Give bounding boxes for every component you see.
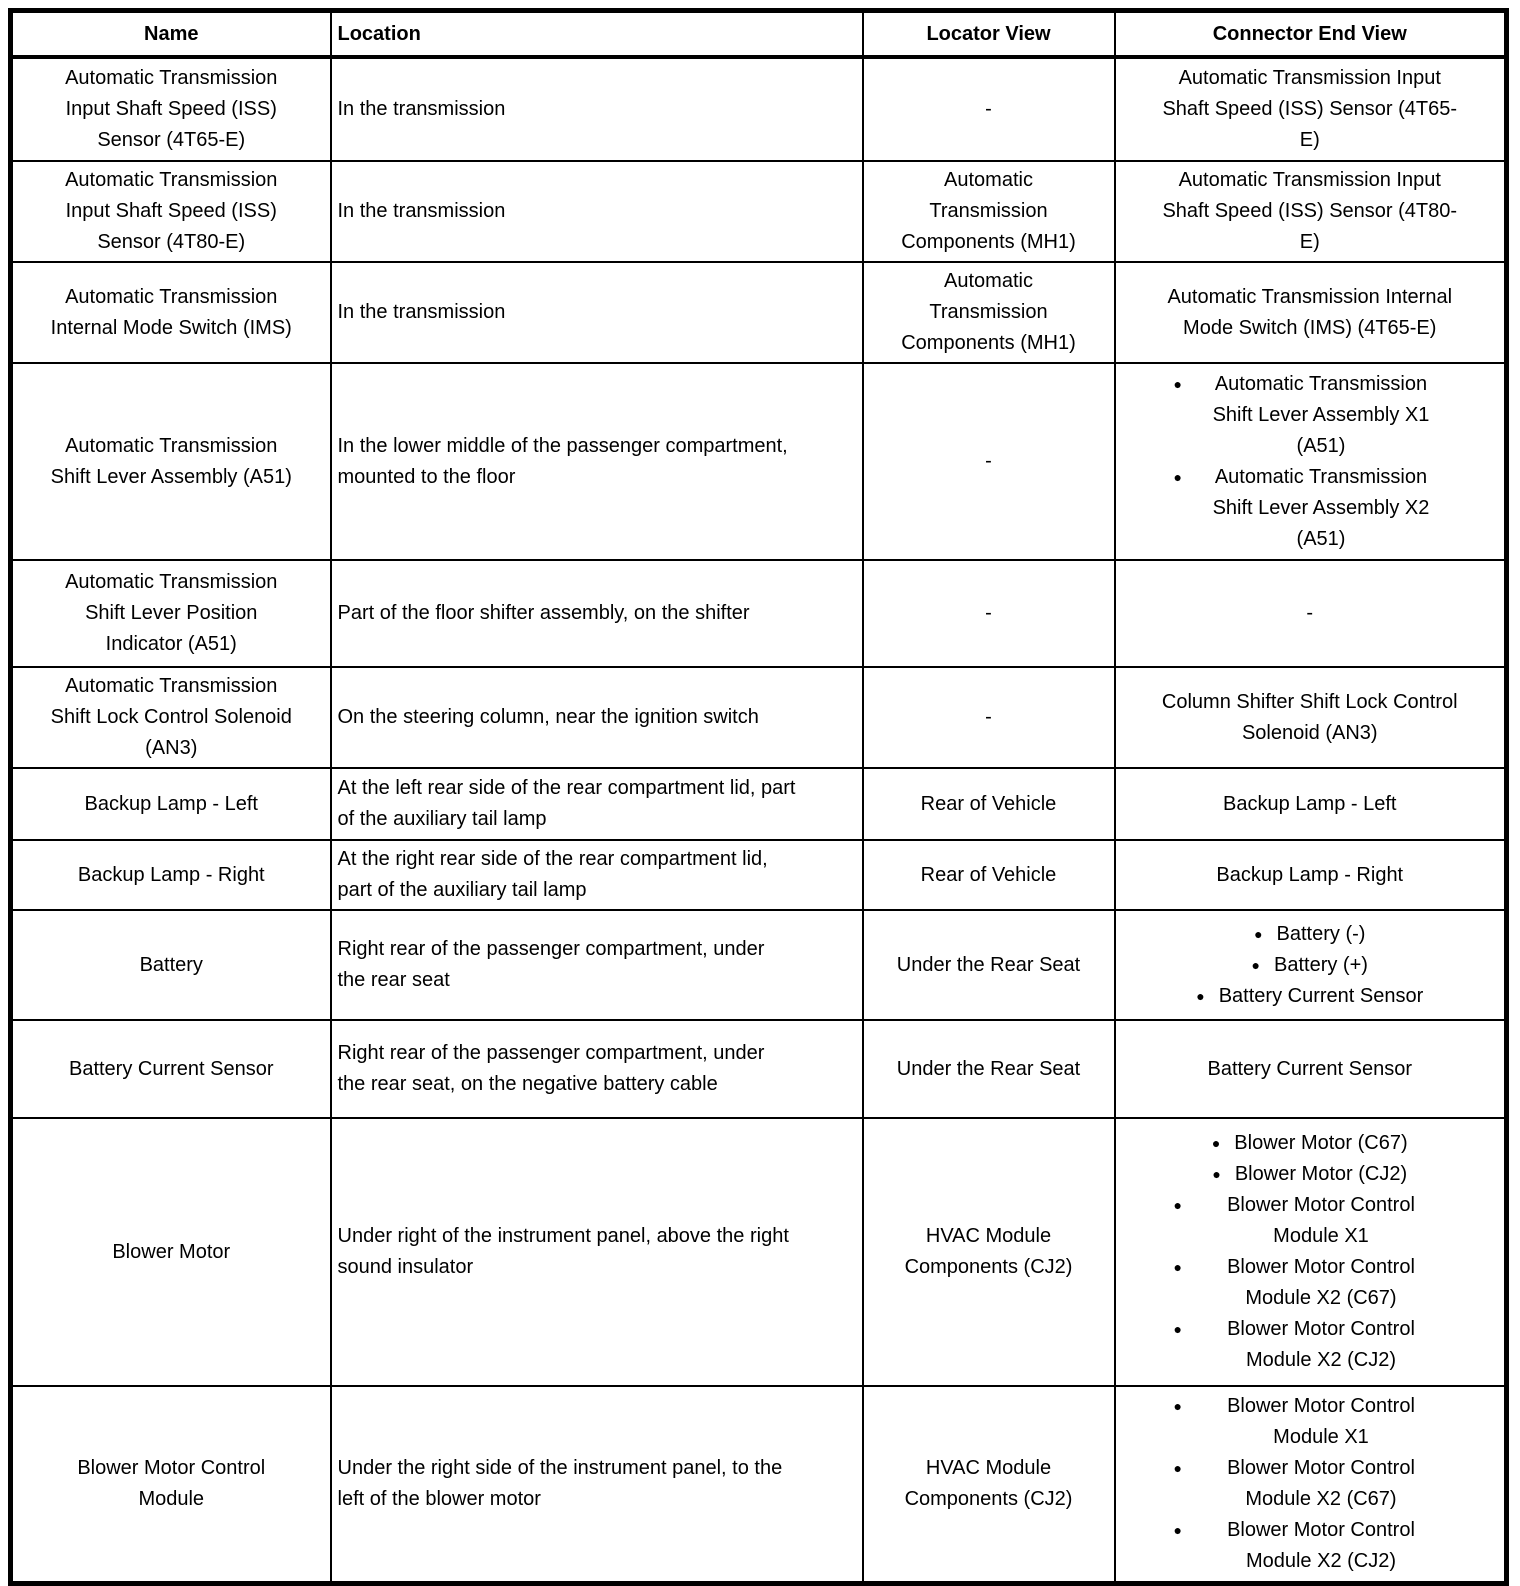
locator-view-text: HVAC Module Components (CJ2) xyxy=(904,1456,1073,1510)
connector-end-view-text: Backup Lamp - Right xyxy=(1216,863,1404,886)
component-name: Backup Lamp - Right xyxy=(77,863,265,886)
connector-list-item xyxy=(1122,981,1499,1012)
location-text: Part of the floor shifter assembly, on the shifter xyxy=(337,602,750,624)
component-locations-table xyxy=(8,8,1509,1586)
bullet-icon: ● xyxy=(1212,1166,1221,1182)
connector-item-label: Automatic Transmission Shift Lever Assembly X2 (A51) xyxy=(1212,465,1430,550)
locator-view-text: Automatic Transmission Components (MH1) xyxy=(901,169,1076,253)
connector-list-item xyxy=(1122,1128,1499,1159)
component-name: Automatic Transmission Internal Mode Switch (IMS) xyxy=(50,285,292,339)
location-cell xyxy=(331,1386,863,1583)
component-name-cell xyxy=(11,667,331,768)
location-cell xyxy=(331,560,863,667)
location-cell xyxy=(331,57,863,161)
connector-end-view-text: Automatic Transmission Input Shaft Speed (ISS) Sensor (4T65-E) xyxy=(1162,67,1458,151)
location-text: Right rear of the passenger compartment, under the rear seat, on the negative battery cable xyxy=(337,1042,765,1095)
component-name-cell xyxy=(11,1020,331,1118)
connector-end-view-cell xyxy=(1115,768,1507,840)
connector-list xyxy=(1122,1391,1499,1577)
connector-item-label: Blower Motor Control Module X2 (CJ2) xyxy=(1227,1318,1415,1371)
component-name: Backup Lamp - Left xyxy=(84,792,258,815)
bullet-icon: ● xyxy=(1196,987,1205,1004)
table-row xyxy=(11,363,1507,560)
location-cell xyxy=(331,363,863,560)
location-text: At the left rear side of the rear compartment lid, part of the auxiliary tail lamp xyxy=(337,777,796,830)
column-header-connector-end-view: Connector End View xyxy=(1115,11,1507,58)
table-body xyxy=(11,57,1507,1583)
location-text: Under the right side of the instrument panel, to the left of the blower motor xyxy=(337,1456,783,1510)
locator-view-text: HVAC Module Components (CJ2) xyxy=(904,1225,1073,1278)
location-cell xyxy=(331,161,863,262)
bullet-icon: ● xyxy=(1211,1135,1221,1151)
table-row xyxy=(11,1386,1507,1583)
locator-view-cell xyxy=(863,1020,1115,1118)
column-header-location: Location xyxy=(331,11,863,58)
component-name: Automatic Transmission Input Shaft Speed (ISS) Sensor (4T80-E) xyxy=(65,169,278,253)
connector-end-view-cell xyxy=(1115,1118,1507,1386)
locator-view-cell xyxy=(863,1386,1115,1583)
connector-item-label: Blower Motor (CJ2) xyxy=(1234,1163,1408,1185)
table-header-row xyxy=(11,11,1507,58)
locator-view-text: - xyxy=(985,98,992,120)
table-row xyxy=(11,667,1507,768)
bullet-icon: ● xyxy=(1254,925,1263,942)
connector-end-view-cell xyxy=(1115,161,1507,262)
table-row xyxy=(11,57,1507,161)
connector-list-item xyxy=(1122,369,1499,462)
locator-view-cell xyxy=(863,910,1115,1020)
component-name-cell xyxy=(11,262,331,363)
connector-item-label: Battery Current Sensor xyxy=(1218,984,1424,1007)
connector-item-label: Battery (-) xyxy=(1276,922,1366,945)
table-row xyxy=(11,262,1507,363)
component-name: Blower Motor xyxy=(112,1240,231,1263)
connector-list xyxy=(1122,1128,1499,1376)
table-row xyxy=(11,840,1507,910)
connector-list-item xyxy=(1122,1391,1499,1453)
component-name-cell xyxy=(11,363,331,560)
location-text: In the transmission xyxy=(337,98,506,120)
column-header-name: Name xyxy=(11,11,331,58)
locator-view-text: Under the Rear Seat xyxy=(896,1057,1081,1080)
bullet-icon: ● xyxy=(1173,1521,1182,1538)
component-name: Automatic Transmission Shift Lock Control Solenoid (AN3) xyxy=(50,675,292,759)
component-name-cell xyxy=(11,560,331,667)
component-name: Automatic Transmission Input Shaft Speed (ISS) Sensor (4T65-E) xyxy=(65,67,278,151)
location-text: Under right of the instrument panel, above the right sound insulator xyxy=(337,1225,789,1278)
component-name-cell xyxy=(11,161,331,262)
connector-list-item xyxy=(1122,462,1499,555)
connector-item-label: Blower Motor Control Module X2 (C67) xyxy=(1227,1256,1415,1309)
connector-item-label: Blower Motor Control Module X2 (C67) xyxy=(1227,1456,1415,1510)
connector-item-label: Blower Motor Control Module X1 xyxy=(1227,1194,1415,1247)
connector-list-item xyxy=(1122,1252,1499,1314)
locator-view-cell xyxy=(863,363,1115,560)
table-row xyxy=(11,560,1507,667)
location-text: In the lower middle of the passenger compartment, mounted to the floor xyxy=(337,434,788,488)
table-row xyxy=(11,1020,1507,1118)
connector-item-label: Automatic Transmission Shift Lever Assembly X1 (A51) xyxy=(1212,372,1430,457)
component-name-cell xyxy=(11,1118,331,1386)
connector-end-view-text: Battery Current Sensor xyxy=(1207,1057,1413,1080)
locator-view-cell xyxy=(863,57,1115,161)
locator-view-text: Under the Rear Seat xyxy=(896,953,1081,976)
location-text: Right rear of the passenger compartment, under the rear seat xyxy=(337,938,765,991)
locator-view-text: - xyxy=(985,602,992,624)
locator-view-cell xyxy=(863,768,1115,840)
component-name: Automatic Transmission Shift Lever Position Indicator (A51) xyxy=(65,571,278,655)
locator-view-text: Rear of Vehicle xyxy=(920,792,1057,815)
location-cell xyxy=(331,768,863,840)
connector-end-view-cell xyxy=(1115,57,1507,161)
location-text: In the transmission xyxy=(337,200,506,222)
connector-end-view-cell xyxy=(1115,667,1507,768)
connector-end-view-cell xyxy=(1115,1020,1507,1118)
connector-end-view-text: Column Shifter Shift Lock Control Solenoid (AN3) xyxy=(1161,690,1458,744)
connector-end-view-text: - xyxy=(1306,602,1314,624)
component-name-cell xyxy=(11,1386,331,1583)
component-name: Blower Motor Control Module xyxy=(77,1456,266,1510)
connector-end-view-cell xyxy=(1115,840,1507,910)
locator-view-text: Automatic Transmission Components (MH1) xyxy=(901,270,1076,354)
bullet-icon: ● xyxy=(1173,1321,1182,1337)
location-cell xyxy=(331,910,863,1020)
connector-end-view-cell xyxy=(1115,1386,1507,1583)
location-text: On the steering column, near the ignition switch xyxy=(337,706,759,728)
bullet-icon: ● xyxy=(1173,468,1182,485)
connector-list xyxy=(1122,369,1499,555)
locator-view-cell xyxy=(863,1118,1115,1386)
table-row xyxy=(11,1118,1507,1386)
bullet-icon: ● xyxy=(1173,375,1182,392)
locator-view-text: - xyxy=(985,706,992,728)
bullet-icon: ● xyxy=(1173,1459,1182,1476)
connector-end-view-text: Backup Lamp - Left xyxy=(1223,792,1397,815)
location-cell xyxy=(331,1020,863,1118)
bullet-icon: ● xyxy=(1173,1397,1182,1414)
component-name: Battery Current Sensor xyxy=(68,1057,274,1080)
locator-view-cell xyxy=(863,667,1115,768)
connector-list-item xyxy=(1122,1453,1499,1515)
locator-view-cell xyxy=(863,161,1115,262)
bullet-icon: ● xyxy=(1251,956,1261,973)
connector-list-item xyxy=(1122,1314,1499,1376)
connector-item-label: Blower Motor Control Module X2 (CJ2) xyxy=(1227,1518,1415,1572)
location-cell xyxy=(331,840,863,910)
component-name-cell xyxy=(11,768,331,840)
locator-view-cell xyxy=(863,840,1115,910)
table-row xyxy=(11,910,1507,1020)
connector-end-view-cell xyxy=(1115,262,1507,363)
connector-end-view-text: Automatic Transmission Internal Mode Switch (IMS) (4T65-E) xyxy=(1167,285,1453,339)
locator-view-cell xyxy=(863,262,1115,363)
connector-end-view-cell xyxy=(1115,560,1507,667)
connector-list-item xyxy=(1122,950,1499,981)
component-name: Battery xyxy=(139,953,203,976)
table-row xyxy=(11,161,1507,262)
locator-view-cell xyxy=(863,560,1115,667)
bullet-icon: ● xyxy=(1173,1259,1182,1275)
connector-item-label: Blower Motor Control Module X1 xyxy=(1227,1394,1415,1448)
connector-list xyxy=(1122,919,1499,1012)
component-name: Automatic Transmission Shift Lever Assembly (A51) xyxy=(50,434,292,488)
location-cell xyxy=(331,262,863,363)
locator-view-text: - xyxy=(985,450,992,472)
connector-end-view-cell xyxy=(1115,910,1507,1020)
connector-list-item xyxy=(1122,1190,1499,1252)
location-text: At the right rear side of the rear compartment lid, part of the auxiliary tail lamp xyxy=(337,848,768,901)
connector-list-item xyxy=(1122,1515,1499,1577)
component-name-cell xyxy=(11,840,331,910)
location-cell xyxy=(331,667,863,768)
component-name-cell xyxy=(11,57,331,161)
connector-item-label: Blower Motor (C67) xyxy=(1234,1132,1408,1154)
location-cell xyxy=(331,1118,863,1386)
bullet-icon: ● xyxy=(1173,1197,1182,1213)
connector-end-view-cell xyxy=(1115,363,1507,560)
connector-end-view-text: Automatic Transmission Input Shaft Speed (ISS) Sensor (4T80-E) xyxy=(1162,169,1458,253)
connector-item-label: Battery (+) xyxy=(1274,953,1368,976)
table-row xyxy=(11,768,1507,840)
connector-list-item xyxy=(1122,919,1499,950)
column-header-locator-view: Locator View xyxy=(863,11,1115,58)
location-text: In the transmission xyxy=(337,301,506,323)
connector-list-item xyxy=(1122,1159,1499,1190)
component-name-cell xyxy=(11,910,331,1020)
locator-view-text: Rear of Vehicle xyxy=(920,863,1057,886)
